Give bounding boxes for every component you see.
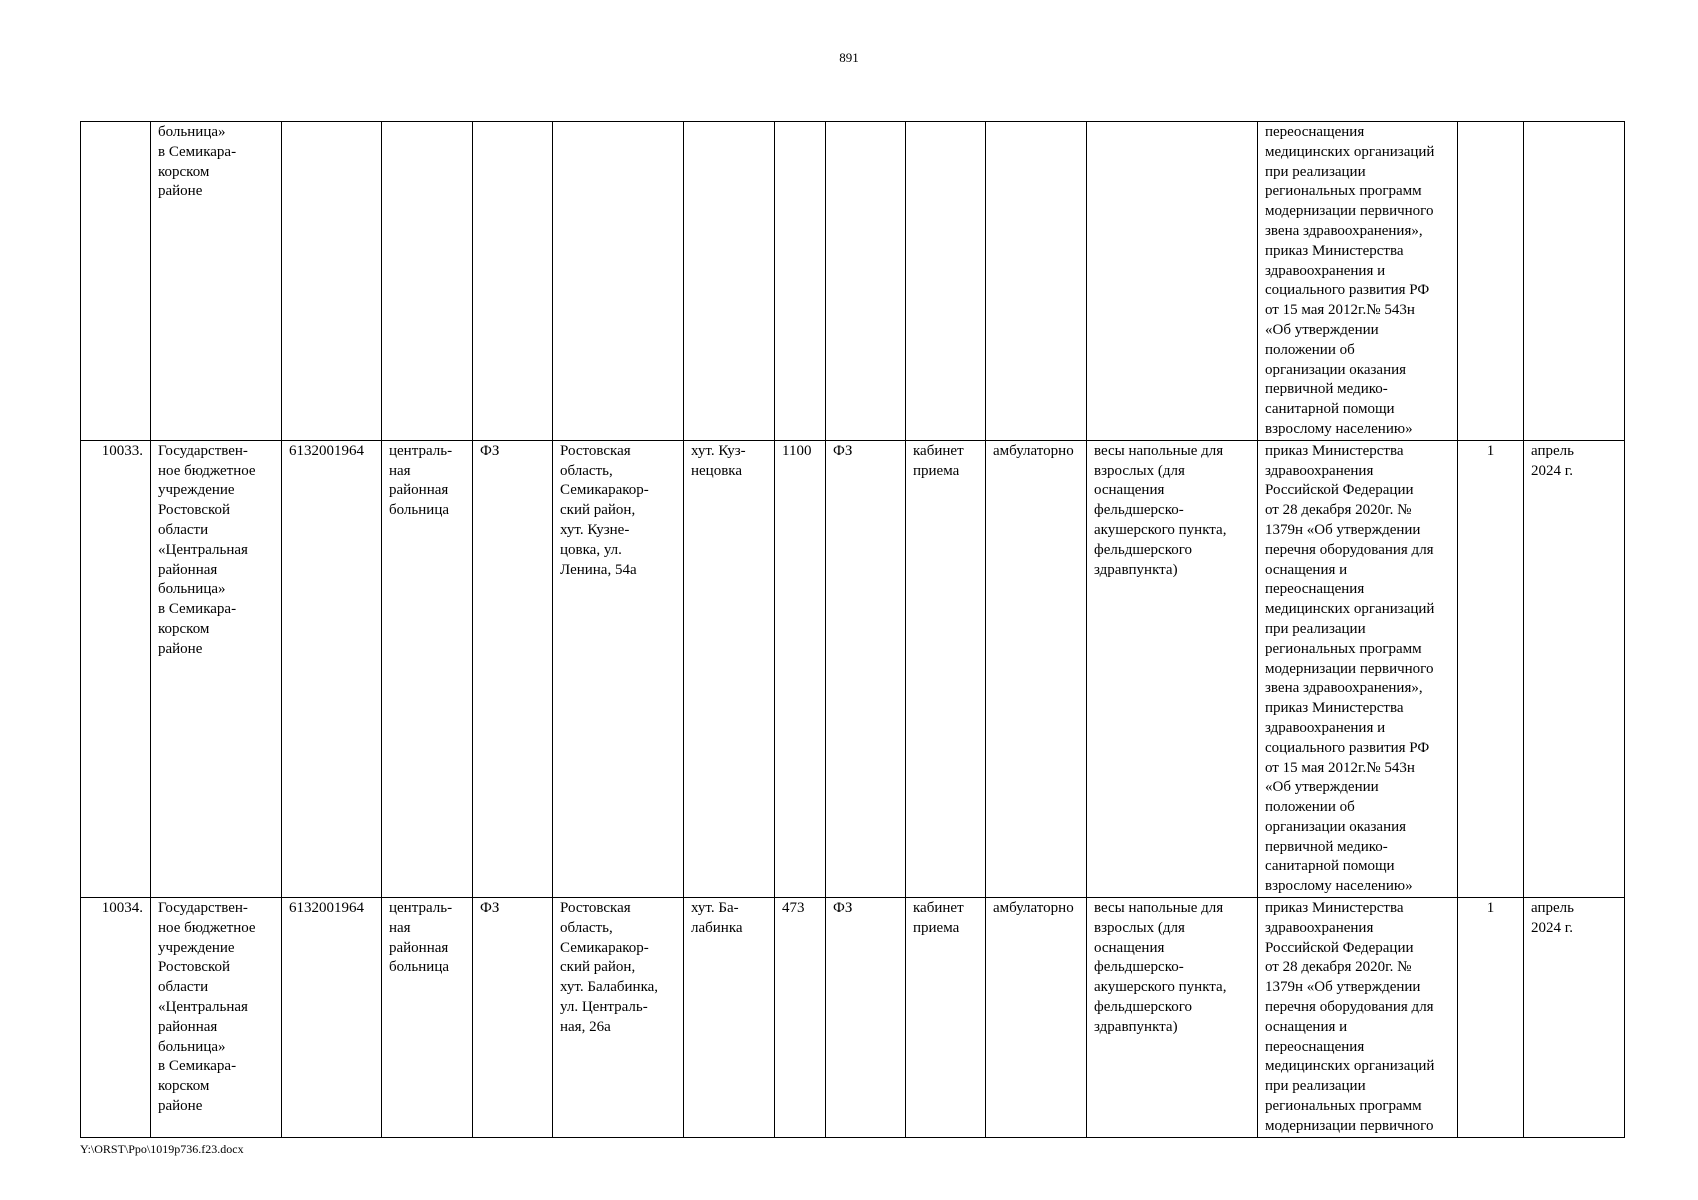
cell-inn	[282, 122, 382, 441]
cell-settlement	[684, 122, 775, 441]
cell-inn: 6132001964	[282, 440, 382, 897]
cell-object-type: ФЗ	[826, 898, 906, 1138]
cell-number: 10034.	[81, 898, 151, 1138]
cell-population: 1100	[775, 440, 826, 897]
cell-room	[906, 122, 986, 441]
cell-date	[1524, 122, 1625, 441]
footer-file-path: Y:\ORST\Ppo\1019p736.f23.docx	[80, 1142, 244, 1156]
cell-object-type	[826, 122, 906, 441]
table-row	[81, 440, 1625, 897]
cell-legal-basis: приказ Министерства здравоохранения Российской Федерации от 28 декабря 2020г. № 1379н «Об утверждении перечня оборудования для оснащения и переоснащения медицинских организаций при реализации региональных программ модернизации первичного	[1258, 898, 1458, 1138]
cell-conditions: амбулаторно	[986, 440, 1087, 897]
cell-fz: ФЗ	[473, 898, 553, 1138]
cell-room: кабинет приема	[906, 440, 986, 897]
cell-quantity: 1	[1458, 898, 1524, 1138]
cell-date: апрель 2024 г.	[1524, 440, 1625, 897]
cell-conditions	[986, 122, 1087, 441]
cell-institution: Государствен- ное бюджетное учреждение Ростовской области «Центральная районная больница» в Семикара- корском районе	[151, 898, 282, 1138]
cell-population: 473	[775, 898, 826, 1138]
cell-settlement: хут. Куз- нецовка	[684, 440, 775, 897]
cell-institution: Государствен- ное бюджетное учреждение Ростовской области «Центральная районная больница» в Семикара- корском районе	[151, 440, 282, 897]
cell-quantity	[1458, 122, 1524, 441]
cell-address	[553, 122, 684, 441]
cell-number: 10033.	[81, 440, 151, 897]
cell-address: Ростовская область, Семикаракор- ский район, хут. Балабинка, ул. Централь- ная, 26а	[553, 898, 684, 1138]
cell-type: централь- ная районная больница	[382, 898, 473, 1138]
cell-population	[775, 122, 826, 441]
cell-type: централь- ная районная больница	[382, 440, 473, 897]
cell-type	[382, 122, 473, 441]
cell-address: Ростовская область, Семикаракор- ский район, хут. Кузне- цовка, ул. Ленина, 54а	[553, 440, 684, 897]
cell-quantity: 1	[1458, 440, 1524, 897]
cell-inn: 6132001964	[282, 898, 382, 1138]
page-number: 891	[839, 50, 859, 65]
equipment-table	[80, 121, 1625, 1138]
cell-settlement: хут. Ба- лабинка	[684, 898, 775, 1138]
table-row	[81, 898, 1625, 1138]
cell-equipment: весы напольные для взрослых (для оснащения фельдшерско- акушерского пункта, фельдшерского здравпункта)	[1087, 440, 1258, 897]
cell-equipment	[1087, 122, 1258, 441]
cell-date: апрель 2024 г.	[1524, 898, 1625, 1138]
cell-legal-basis: приказ Министерства здравоохранения Российской Федерации от 28 декабря 2020г. № 1379н «Об утверждении перечня оборудования для оснащения и переоснащения медицинских организаций при реализации региональных программ модернизации первичного звена здравоохранения», приказ Министерства здравоохранения и социального развития РФ от 15 мая 2012г.№ 543н «Об утверждении положении об организации оказания первичной медико- санитарной помощи взрослому населению»	[1258, 440, 1458, 897]
cell-number	[81, 122, 151, 441]
table-row	[81, 122, 1625, 441]
cell-legal-basis: переоснащения медицинских организаций при реализации региональных программ модернизации первичного звена здравоохранения», приказ Министерства здравоохранения и социального развития РФ от 15 мая 2012г.№ 543н «Об утверждении положении об организации оказания первичной медико- санитарной помощи взрослому населению»	[1258, 122, 1458, 441]
cell-fz	[473, 122, 553, 441]
cell-room: кабинет приема	[906, 898, 986, 1138]
cell-conditions: амбулаторно	[986, 898, 1087, 1138]
cell-fz: ФЗ	[473, 440, 553, 897]
cell-equipment: весы напольные для взрослых (для оснащения фельдшерско- акушерского пункта, фельдшерского здравпункта)	[1087, 898, 1258, 1138]
cell-institution: больница» в Семикара- корском районе	[151, 122, 282, 441]
cell-object-type: ФЗ	[826, 440, 906, 897]
